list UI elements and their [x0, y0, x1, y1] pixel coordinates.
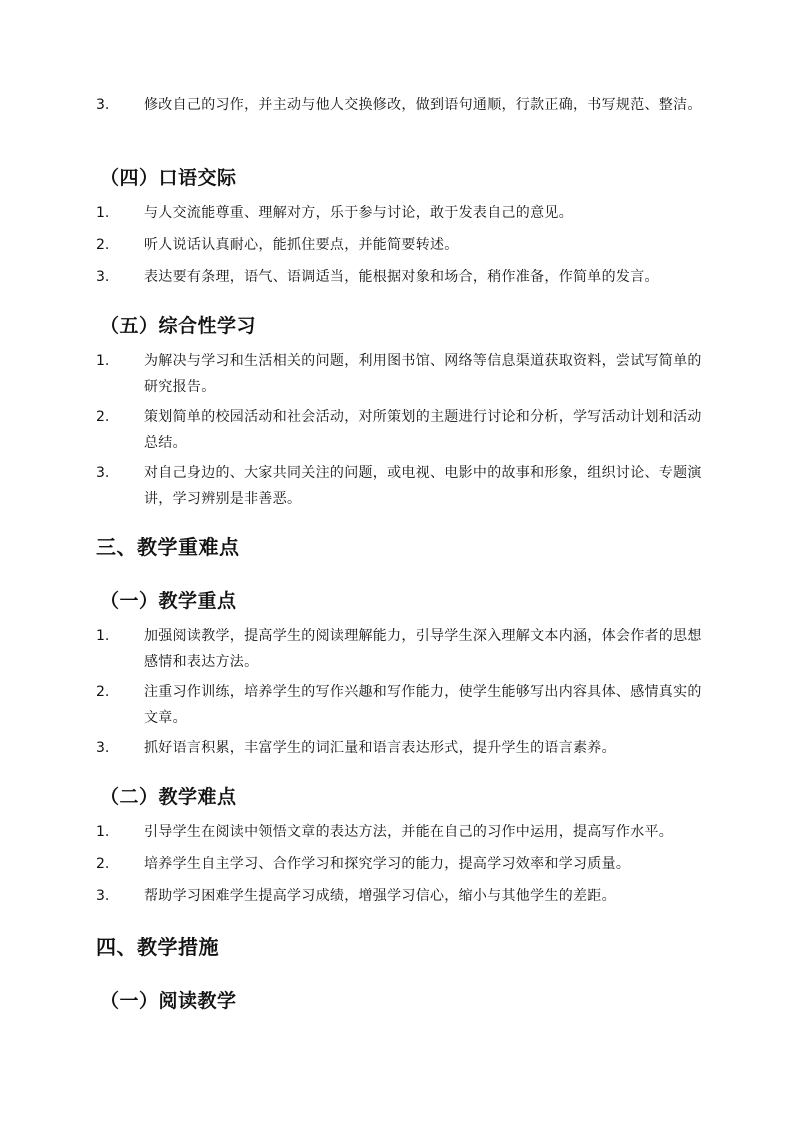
list-text: 策划简单的校园活动和社会活动，对所策划的主题进行讨论和分析，学写活动计划和活动总结。 — [144, 409, 702, 451]
list-text: 抓好语言积累，丰富学生的词汇量和语言表达形式，提升学生的语言素养。 — [144, 740, 616, 756]
list-number: 3. — [96, 269, 110, 285]
list-item — [96, 735, 706, 761]
list-text: 注重习作训练，培养学生的写作兴趣和写作能力，使学生能够写出内容具体、感情真实的文章。 — [144, 684, 702, 726]
list-text: 修改自己的习作，并主动与他人交换修改，做到语句通顺，行款正确，书写规范、整洁。 — [144, 97, 702, 113]
list-item — [96, 92, 706, 118]
list-item — [96, 264, 706, 290]
chapter-heading-teaching-measures: 四、教学措施 — [96, 935, 219, 959]
list-item — [96, 883, 706, 909]
list-number: 1. — [96, 205, 110, 221]
list-number: 2. — [96, 856, 110, 872]
list-text: 听人说话认真耐心，能抓住要点，并能简要转述。 — [144, 237, 459, 253]
list-text: 加强阅读教学，提高学生的阅读理解能力，引导学生深入理解文本内涵，体会作者的思想感情和表达方法。 — [144, 628, 702, 670]
list-text: 表达要有条理，语气、语调适当，能根据对象和场合，稍作准备，作简单的发言。 — [144, 269, 659, 285]
list-item — [96, 679, 706, 731]
list-number: 3. — [96, 465, 110, 481]
list-number: 1. — [96, 824, 110, 840]
list-number: 2. — [96, 237, 110, 253]
list-number: 3. — [96, 97, 110, 113]
list-text: 对自己身边的、大家共同关注的问题，或电视、电影中的故事和形象，组织讨论、专题演讲，学习辨别是非善恶。 — [144, 465, 702, 507]
list-text: 引导学生在阅读中领悟文章的表达方法，并能在自己的习作中运用，提高写作水平。 — [144, 824, 674, 840]
section-heading-comprehensive-learning: （五）综合性学习 — [100, 315, 257, 337]
list-item — [96, 623, 706, 675]
list-number: 3. — [96, 740, 110, 756]
list-item — [96, 232, 706, 258]
list-item — [96, 404, 706, 456]
list-item — [96, 819, 706, 845]
list-text: 为解决与学习和生活相关的问题，利用图书馆、网络等信息渠道获取资料，尝试写简单的研究报告。 — [144, 353, 702, 395]
list-number: 2. — [96, 409, 110, 425]
list-text: 帮助学习困难学生提高学习成绩，增强学习信心，缩小与其他学生的差距。 — [144, 888, 616, 904]
list-item — [96, 200, 706, 226]
list-number: 2. — [96, 684, 110, 700]
list-number: 3. — [96, 888, 110, 904]
list-item — [96, 348, 706, 400]
list-number: 1. — [96, 353, 110, 369]
section-heading-key-points: （一）教学重点 — [100, 590, 237, 612]
section-heading-reading-teaching: （一）阅读教学 — [100, 990, 237, 1012]
list-text: 培养学生自主学习、合作学习和探究学习的能力，提高学习效率和学习质量。 — [144, 856, 631, 872]
chapter-heading-key-difficult-points: 三、教学重难点 — [96, 535, 240, 559]
section-heading-difficult-points: （二）教学难点 — [100, 786, 237, 808]
list-text: 与人交流能尊重、理解对方，乐于参与讨论，敢于发表自己的意见。 — [144, 205, 573, 221]
list-item — [96, 851, 706, 877]
section-heading-oral-communication: （四）口语交际 — [100, 167, 237, 189]
list-item — [96, 460, 706, 512]
list-number: 1. — [96, 628, 110, 644]
